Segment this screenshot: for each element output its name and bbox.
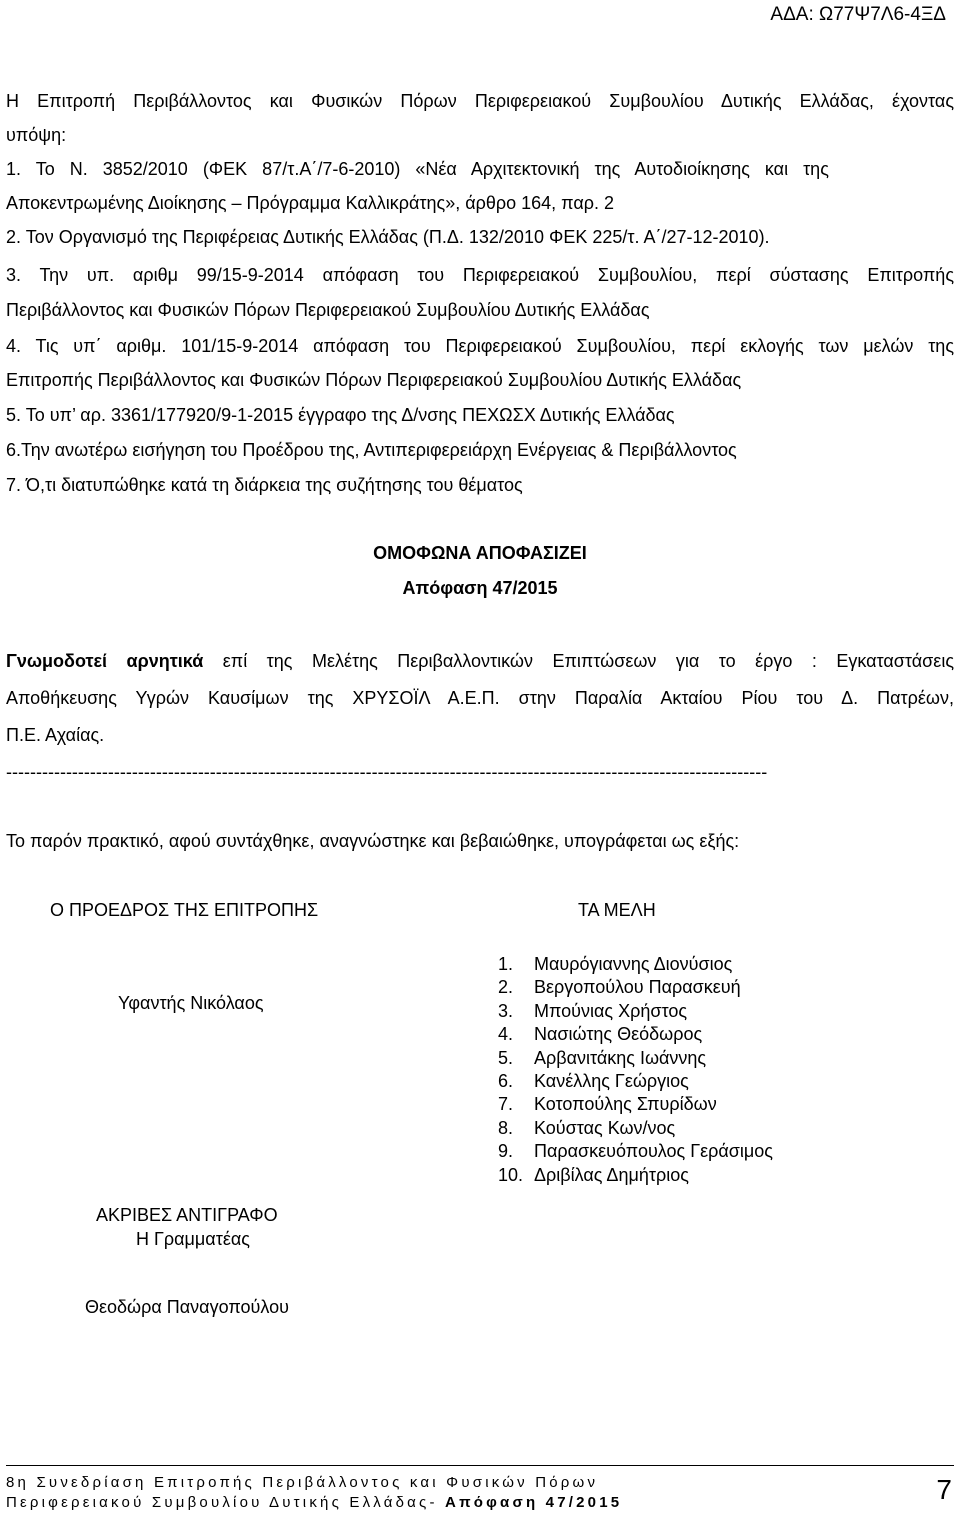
consideration-4-line-1: 4. Τις υπ΄ αριθμ. 101/15-9-2014 απόφαση του Περιφερειακού Συμβουλίου, περί εκλογής των μελών της xyxy=(6,336,954,356)
intro-line-1: Η Επιτροπή Περιβάλλοντος και Φυσικών Πόρων Περιφερειακού Συμβουλίου Δυτικής Ελλάδας, έχοντας xyxy=(6,91,954,111)
decision-text-line-3: Π.Ε. Αχαίας. xyxy=(6,725,105,745)
consideration-7: 7. Ό,τι διατυπώθηκε κατά τη διάρκεια της συζήτησης του θέματος xyxy=(6,475,523,495)
member-number: 7. xyxy=(498,1094,514,1115)
member-row xyxy=(498,1140,773,1163)
member-name: Αρβανιτάκης Ιωάννης xyxy=(534,1047,707,1068)
member-number: 3. xyxy=(498,1000,514,1021)
page-number: 7 xyxy=(936,1474,952,1505)
member-number: 1. xyxy=(498,954,514,974)
secretary-name: Θεοδώρα Παναγοπούλου xyxy=(85,1297,289,1317)
separator-line: ------------------------------------------------------------------------------------------------------------------------------- xyxy=(6,762,768,782)
member-row xyxy=(498,1023,773,1046)
secretary-title: Η Γραμματέας xyxy=(136,1229,250,1249)
footer-line-2 xyxy=(6,1494,622,1511)
certified-copy-label: ΑΚΡΙΒΕΣ ΑΝΤΙΓΡΑΦΟ xyxy=(96,1205,278,1225)
member-number: 5. xyxy=(498,1047,514,1068)
member-name: Κούστας Κων/νος xyxy=(534,1117,676,1138)
member-name: Κοτοπούλης Σπυρίδων xyxy=(534,1094,717,1115)
member-number: 4. xyxy=(498,1024,514,1045)
footer-line-1: 8η Συνεδρίαση Επιτροπής Περιβάλλοντος και Φυσικών Πόρων xyxy=(6,1474,599,1491)
consideration-1-line-1: 1. Το Ν. 3852/2010 (ΦΕΚ 87/τ.Α΄/7-6-2010) «Νέα Αρχιτεκτονική της Αυτοδιοίκησης και της xyxy=(6,159,829,179)
member-name: Βεργοπούλου Παρασκευή xyxy=(534,977,741,998)
footer-committee: Περιφερειακού Συμβουλίου Δυτικής Ελλάδας- xyxy=(6,1494,446,1511)
decision-heading: ΟΜΟΦΩΝΑ ΑΠΟΦΑΣΙΖΕΙ xyxy=(373,543,587,563)
consideration-5: 5. Το υπ’ αρ. 3361/177920/9-1-2015 έγγραφο της Δ/νσης ΠΕΧΩΣΧ Δυτικής Ελλάδας xyxy=(6,405,675,425)
member-name: Δριβίλας Δημήτριος xyxy=(534,1164,689,1185)
member-number: 9. xyxy=(498,1141,514,1162)
closing-statement: Το παρόν πρακτικό, αφού συντάχθηκε, αναγνώστηκε και βεβαιώθηκε, υπογράφεται ως εξής: xyxy=(6,831,740,851)
footer-decision-ref: Απόφαση 47/2015 xyxy=(445,1494,623,1511)
member-row xyxy=(498,1047,773,1070)
consideration-2: 2. Τον Οργανισμό της Περιφέρειας Δυτικής Ελλάδας (Π.Δ. 132/2010 ΦΕΚ 225/τ. Α΄/27-12-2010). xyxy=(6,227,770,247)
decision-text-line-1 xyxy=(6,649,954,673)
member-number: 6. xyxy=(498,1070,514,1091)
member-name: Μπούνιας Χρήστος xyxy=(534,1000,687,1021)
intro-line-2: υπόψη: xyxy=(6,125,67,145)
member-row xyxy=(498,1093,773,1116)
consideration-3-line-1: 3. Την υπ. αριθμ 99/15-9-2014 απόφαση του Περιφερειακού Συμβουλίου, περί σύστασης Επιτροπής xyxy=(6,265,954,285)
decision-text-rest: επί της Μελέτης Περιβαλλοντικών Επιπτώσεων για το έργο : Εγκαταστάσεις xyxy=(203,651,954,671)
president-name: Υφαντής Νικόλαος xyxy=(118,993,264,1013)
member-row xyxy=(498,1070,773,1093)
member-name: Μαυρόγιαννης Διονύσιος xyxy=(534,954,733,974)
members-heading: ΤΑ ΜΕΛΗ xyxy=(578,900,656,920)
member-row xyxy=(498,1117,773,1140)
member-row xyxy=(498,1164,773,1187)
consideration-1-line-2: Αποκεντρωμένης Διοίκησης – Πρόγραμμα Καλλικράτης», άρθρο 164, παρ. 2 xyxy=(6,193,615,213)
member-number: 10. xyxy=(498,1164,524,1185)
ada-code: ΑΔΑ: Ω77Ψ7Λ6-4ΞΔ xyxy=(770,4,946,25)
members-list xyxy=(498,953,773,1187)
member-number: 8. xyxy=(498,1117,514,1138)
member-name: Νασιώτης Θεόδωρος xyxy=(534,1024,703,1045)
member-name: Κανέλλης Γεώργιος xyxy=(534,1070,689,1091)
decision-bold-lead: Γνωμοδοτεί αρνητικά xyxy=(6,651,204,671)
consideration-4-line-2: Επιτροπής Περιβάλλοντος και Φυσικών Πόρων Περιφερειακού Συμβουλίου Δυτικής Ελλάδας xyxy=(6,370,742,390)
member-row xyxy=(498,953,773,976)
member-name: Παρασκευόπουλος Γεράσιμος xyxy=(534,1141,773,1162)
footer-divider xyxy=(6,1465,954,1466)
member-row xyxy=(498,976,773,999)
president-heading: Ο ΠΡΟΕΔΡΟΣ ΤΗΣ ΕΠΙΤΡΟΠΗΣ xyxy=(50,900,319,920)
consideration-6: 6.Την ανωτέρω εισήγηση του Προέδρου της, Αντιπεριφερειάρχη Ενέργειας & Περιβάλλοντος xyxy=(6,440,737,460)
decision-number: Απόφαση 47/2015 xyxy=(402,578,558,598)
consideration-3-line-2: Περιβάλλοντος και Φυσικών Πόρων Περιφερειακού Συμβουλίου Δυτικής Ελλάδας xyxy=(6,300,650,320)
member-number: 2. xyxy=(498,977,514,998)
decision-text-line-2: Αποθήκευσης Υγρών Καυσίμων της ΧΡΥΣΟΪΛ Α.Ε.Π. στην Παραλία Ακταίου Ρίου του Δ. Πατρέων, xyxy=(6,688,954,708)
member-row xyxy=(498,1000,773,1023)
